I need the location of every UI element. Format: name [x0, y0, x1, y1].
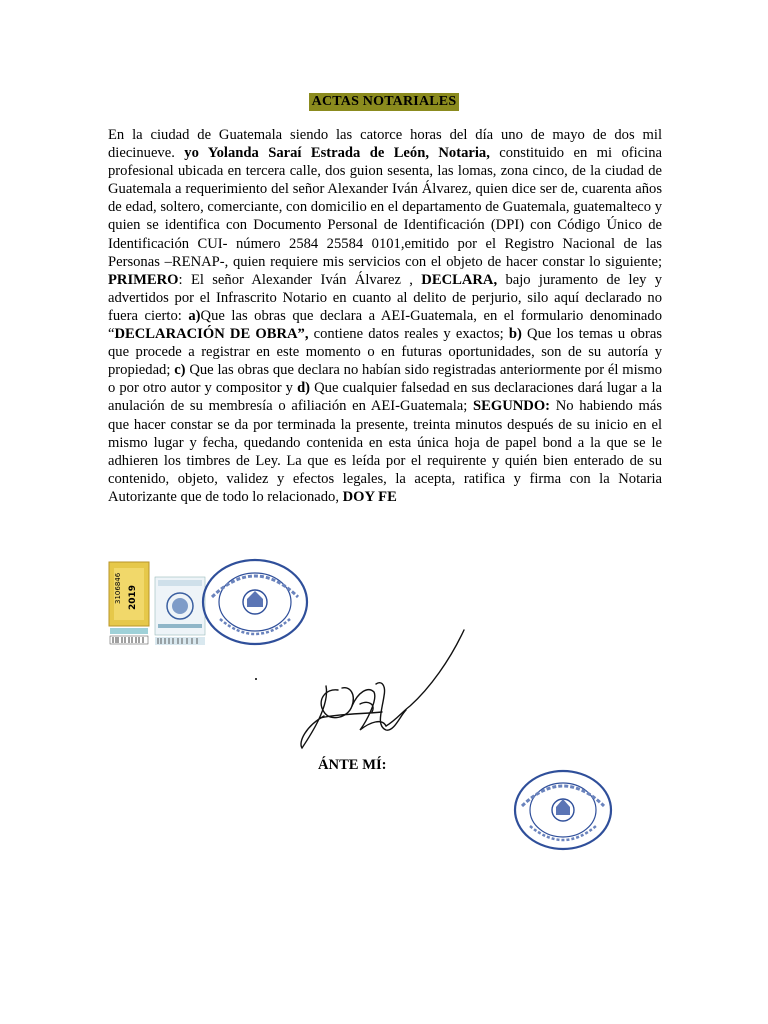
- bold-text-segment: b): [508, 326, 522, 343]
- text-segment: : El señor Alexander Iván Álvarez ,: [178, 271, 422, 288]
- ink-dot: [255, 678, 257, 680]
- text-segment: Que los temas u obras que procede a registrar en este momento o en futuras oportunidades, son de su autoría y propiedad;: [108, 326, 662, 379]
- bold-text-segment: DECLARACIÓN DE OBRA”,: [114, 326, 309, 343]
- text-segment: contiene datos reales y exactos;: [308, 326, 509, 343]
- title-container: [0, 92, 768, 111]
- court-seal-icon-2: [512, 768, 614, 852]
- bold-text-segment: DECLARA,: [421, 271, 498, 288]
- bold-text-segment: DOY FE: [342, 488, 397, 505]
- text-segment: En la ciudad de Guatemala siendo las catorce horas del día uno de mayo de dos mil diecinueve.: [108, 127, 662, 162]
- document-body: [108, 126, 662, 506]
- text-segment: Que las obras que declara no habían sido registradas anteriormente por él mismo o por otro autor y compositor y: [108, 362, 662, 397]
- notary-signature: [290, 626, 470, 756]
- bold-text-segment: a): [188, 307, 201, 324]
- text-segment: constituido en mi oficina profesional ubicada en tercera calle, dos guion sesenta, las lomas, zona cinco, de la ciudad de Guatemala a requerimiento del señor Alexander Iván Álvarez, quien dice ser de, cuarenta años de edad, soltero, comerciante, con domicilio en el departamento de Guatemala, guatemalteco y quien se identifica con Documento Personal de Identificación (DPI) con Código Único de Identificación CUI- número 2584 25584 0101,emitido por el Registro Nacional de las Personas –RENAP-, quien requiere mis servicios con el objeto de hacer constar lo siguiente;: [108, 145, 662, 270]
- tax-stamp-number: 3106846: [114, 572, 122, 604]
- tax-stamp: [108, 560, 152, 646]
- tax-stamp-year: 2019: [128, 584, 138, 610]
- bold-text-segment: c): [174, 362, 186, 379]
- bold-text-segment: yo Yolanda Saraí Estrada de León, Notaria,: [184, 145, 490, 162]
- notarial-stamp: [154, 576, 206, 646]
- text-segment: Que las obras que declara a AEI-Guatemala, en el formulario denominado “: [108, 307, 663, 343]
- ante-mi-label: ÁNTE MÍ:: [318, 757, 387, 773]
- text-segment: bajo juramento de ley y advertidos por el Infrascrito Notario en cuanto al delito de perjurio, silo aquí declarado no fuera cierto:: [108, 271, 663, 324]
- text-segment: Que cualquier falsedad en sus declaraciones dará lugar a la anulación de su membresía o afiliación en AEI-Guatemala;: [108, 380, 662, 415]
- bold-text-segment: SEGUNDO:: [473, 398, 551, 415]
- bold-text-segment: PRIMERO: [108, 271, 179, 288]
- text-segment: No habiendo más que hacer constar se da por terminada la presente, treinta minutos después de su inicio en el mismo lugar y fecha, quedando contenida en esta única hoja de papel bond a la que se le adhieren los timbres de Ley. La que es leída por el requirente y quién bien enterado de su contenido, objeto, validez y efectos legales, la acepta, ratifica y firma con la Notaria Autorizante que de todo lo relacionado,: [108, 398, 662, 505]
- document-title: ACTAS NOTARIALES: [309, 93, 460, 111]
- bold-text-segment: d): [297, 380, 311, 397]
